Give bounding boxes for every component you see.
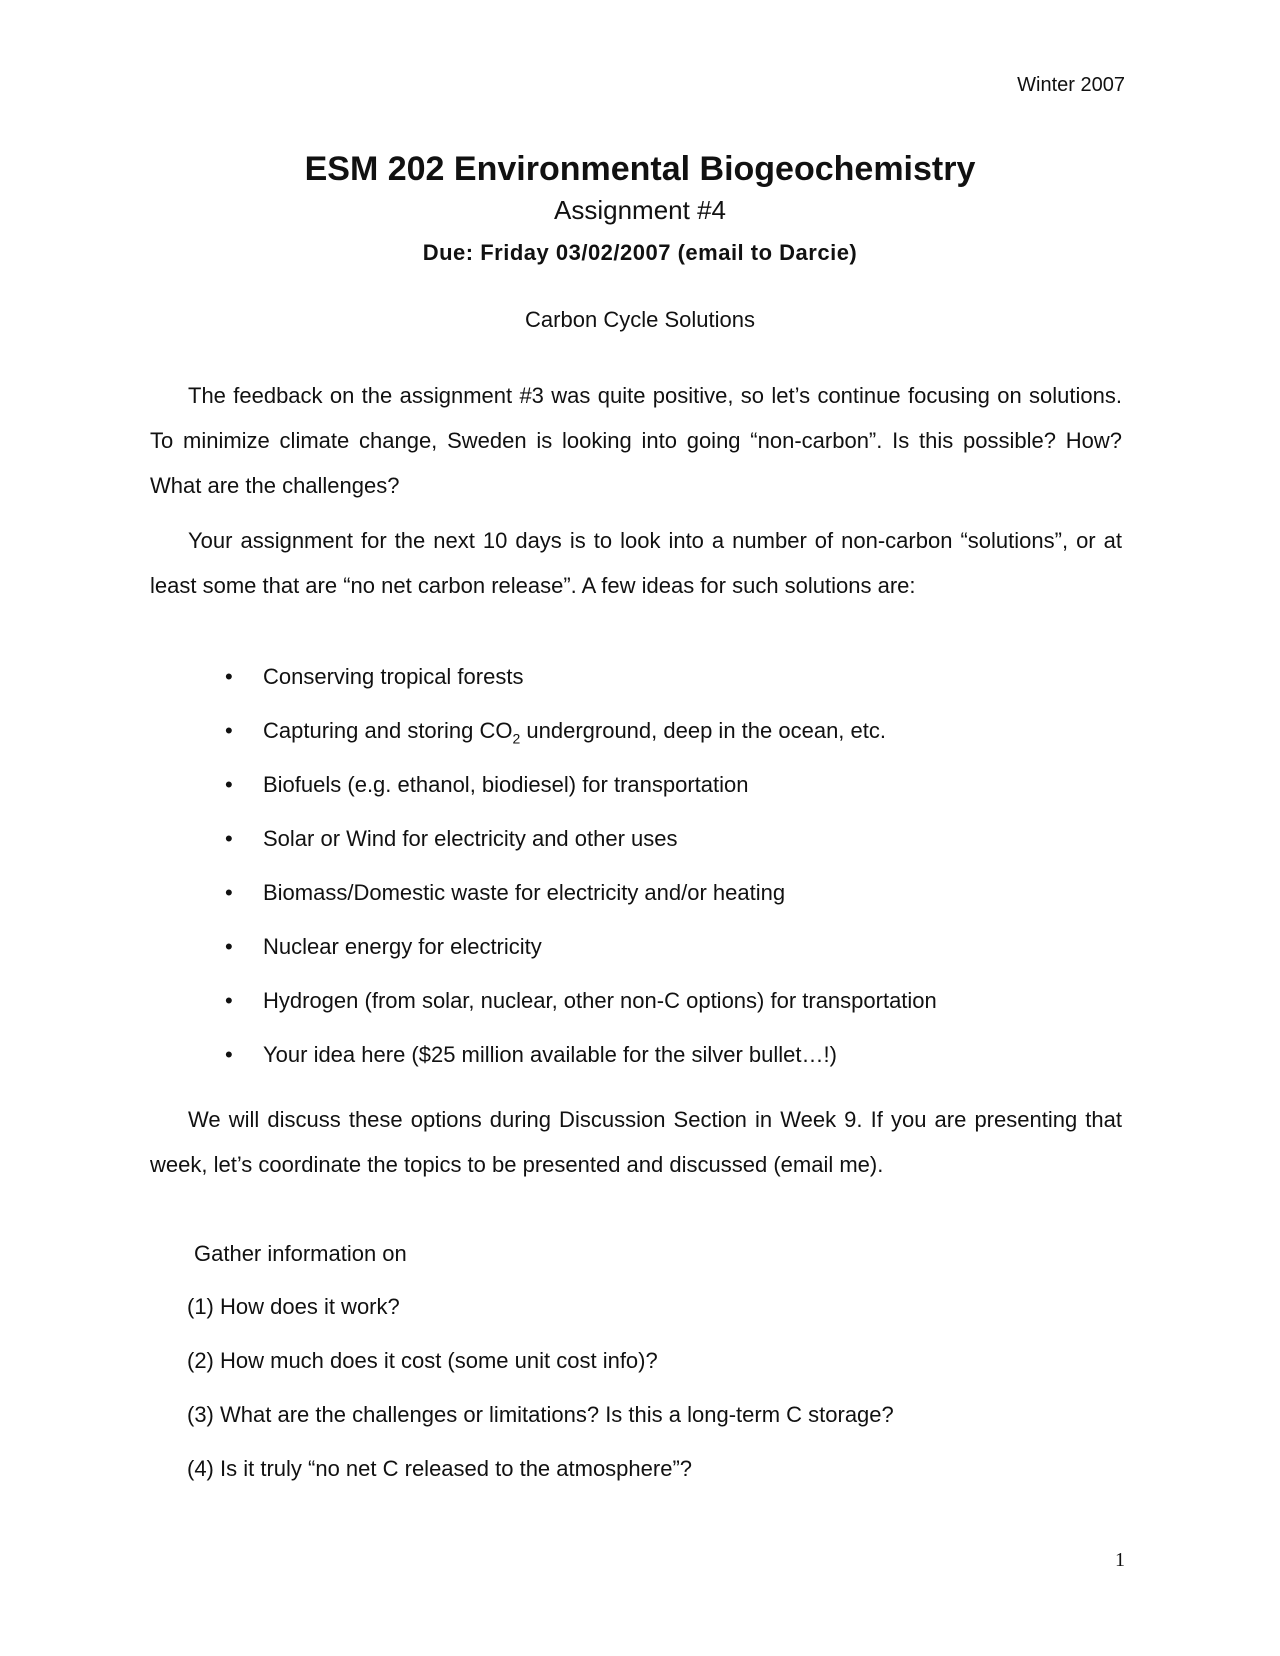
bullet-icon: • [225,988,233,1013]
list-item: • Nuclear energy for electricity [150,932,1122,986]
list-item: (4) Is it truly “no net C released to the atmosphere”? [187,1456,693,1481]
bullet-icon: • [225,718,233,743]
list-item: • Solar or Wind for electricity and other uses [150,824,1122,878]
section-heading: Carbon Cycle Solutions [525,307,755,332]
list-item: • Capturing and storing $CO_2$ underground, deep in the ocean, etc. [225,718,886,747]
co2-subscript: 2 [512,730,521,747]
list-item: • Conserving tropical forests [150,662,1122,716]
bullet-icon: • [225,1042,233,1067]
list-item: (1) How does it work? [187,1294,400,1319]
bullet-icon: • [225,934,233,959]
list-item: • Your idea here ($25 million available for the silver bullet…!) [150,1040,1122,1094]
assignment-number: Assignment #4 [554,195,726,225]
paragraph-assignment: Your assignment for the next 10 days is to look into a number of non-carbon “solutions”, or at least some that are “no net carbon release”. A few ideas for such solutions are: [150,528,1122,598]
due-date: Due: Friday 03/02/2007 (email to Darcie) [422,240,858,265]
list-item: (3) What are the challenges or limitations? Is this a long-term C storage? [187,1402,894,1427]
page-number: 1 [1115,1549,1125,1571]
solution-ideas-list [150,662,1122,1094]
paragraph-discussion: We will discuss these options during Discussion Section in Week 9. If you are presenting that week, let’s coordinate the topics to be presented and discussed (email me). [150,1107,1122,1177]
document-title: ESM 202 Environmental Biogeochemistry [304,150,976,188]
bullet-icon: • [225,772,233,797]
list-item: • Biomass/Domestic waste for electricity and/or heating [150,878,1122,932]
bullet-icon: • [225,664,233,689]
list-item: • Hydrogen (from solar, nuclear, other non-C options) for transportation [150,986,1122,1040]
list-item: (2) How much does it cost (some unit cost info)? [187,1348,658,1373]
term-label: Winter 2007 [1017,74,1125,96]
gather-intro: Gather information on [194,1241,407,1266]
questions-list [187,1292,894,1508]
paragraph-intro: The feedback on the assignment #3 was quite positive, so let’s continue focusing on solutions. To minimize climate change, Sweden is looking into going “non-carbon”. Is this possible? How? What are the challenges? [150,383,1122,498]
list-item: • Biofuels (e.g. ethanol, biodiesel) for transportation [150,770,1122,824]
bullet-icon: • [225,826,233,851]
bullet-icon: • [225,880,233,905]
